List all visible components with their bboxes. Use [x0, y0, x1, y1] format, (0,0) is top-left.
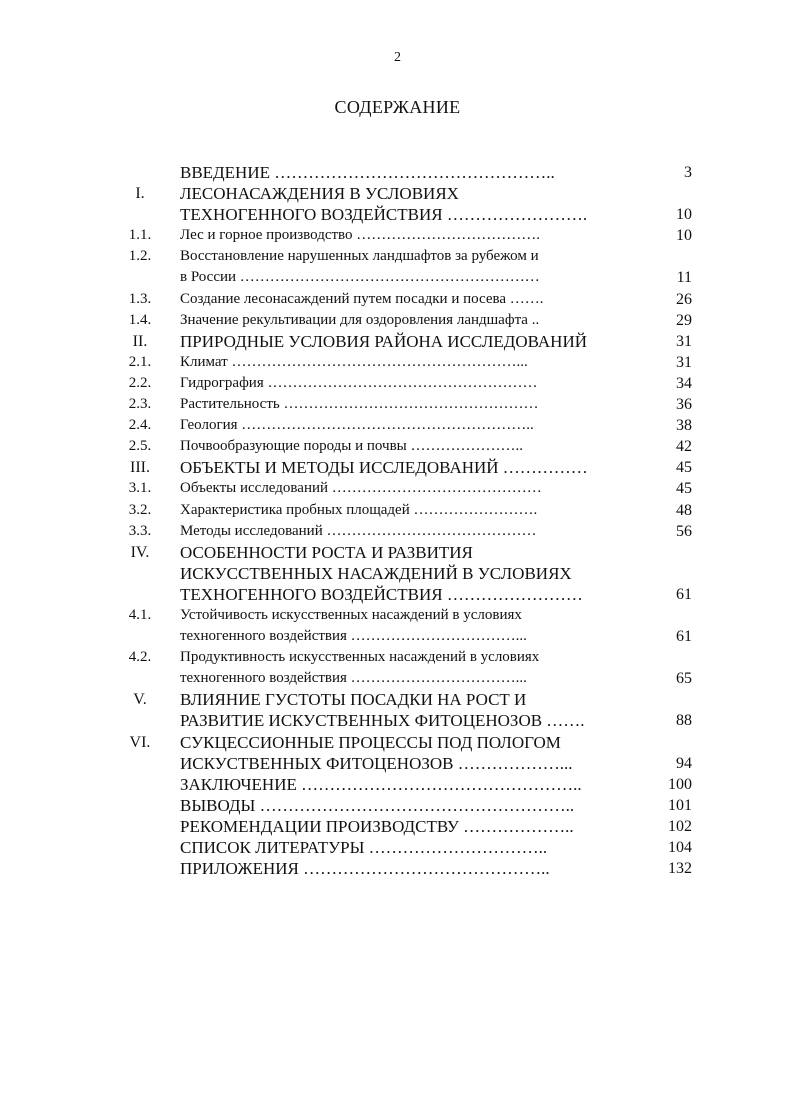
- toc-entry: [100, 478, 700, 499]
- toc-entry-title: [180, 542, 638, 605]
- toc-entry: [100, 647, 700, 689]
- toc-entry: [100, 457, 700, 478]
- toc-entry-title: [180, 521, 638, 542]
- toc-entry-line: ОСОБЕННОСТИ РОСТА И РАЗВИТИЯ: [180, 542, 473, 562]
- toc-entry-page: 65: [676, 670, 692, 688]
- toc-entry-line: Устойчивость искусственных насаждений в условиях: [180, 606, 522, 623]
- toc-entry-page: 61: [676, 628, 692, 646]
- toc-entry-page: 31: [676, 332, 692, 350]
- toc-entry: [100, 689, 700, 731]
- toc-entry-number: II.: [132, 332, 148, 350]
- toc-entry-line: в России ……………………………………………………: [180, 269, 540, 286]
- toc-entry-line: Растительность ……………………………………………: [180, 396, 539, 413]
- toc-entry-line: РАЗВИТИЕ ИСКУСТВЕННЫХ ФИТОЦЕНОЗОВ …….: [180, 711, 585, 731]
- toc-entry: [100, 500, 700, 521]
- toc-entry-title: [180, 647, 638, 689]
- toc-entry-number: VI.: [129, 733, 151, 751]
- toc-entry-line: Создание лесонасаждений путем посадки и посева …….: [180, 290, 544, 307]
- toc-entry: [100, 331, 700, 352]
- toc-entry-page: 101: [668, 796, 692, 814]
- toc-entry-page: 102: [668, 817, 692, 835]
- toc-entry-title: [180, 289, 638, 310]
- toc-entry-title: [180, 795, 638, 816]
- toc-entry-line: Гидрография ………………………………………………: [180, 374, 538, 391]
- toc-entry-line: Геология …………………………………………………..: [180, 417, 534, 434]
- toc-entry-page: 11: [676, 269, 692, 287]
- toc-entry-title: [180, 246, 638, 288]
- page-number: 2: [394, 50, 401, 65]
- toc-entry-line: РЕКОМЕНДАЦИИ ПРОИЗВОДСТВУ ………………..: [180, 816, 574, 836]
- toc-entry-number: 3.2.: [128, 501, 152, 518]
- toc-entry-line: СУКЦЕССИОННЫЕ ПРОЦЕССЫ ПОД ПОЛОГОМ: [180, 732, 561, 752]
- toc-entry-line: Значение рекультивации для оздоровления ландшафта ..: [180, 311, 540, 328]
- toc-entry: [100, 774, 700, 795]
- toc-entry-number: 2.3.: [128, 396, 152, 413]
- toc-entry-page: 100: [668, 775, 692, 793]
- toc-entry-number: 2.2.: [128, 374, 152, 391]
- toc-entry-page: 61: [676, 585, 692, 603]
- toc-entry: [100, 225, 700, 246]
- toc-entry-line: Лес и горное производство ……………………………….: [180, 227, 541, 244]
- toc-entry-page: 3: [684, 164, 692, 181]
- toc-entry-line: ИСКУССТВЕННЫХ НАСАЖДЕНИЙ В УСЛОВИЯХ: [180, 563, 572, 583]
- toc-entry: [100, 837, 700, 858]
- toc-entry-page: 10: [676, 227, 692, 245]
- toc-entry-number: 1.3.: [128, 290, 152, 307]
- toc-entry-line: Характеристика пробных площадей …………………….: [180, 501, 538, 518]
- toc-entry: [100, 373, 700, 394]
- toc-entry-line: Продуктивность искусственных насаждений в условиях: [180, 649, 540, 666]
- toc-entry-line: ЗАКЛЮЧЕНИЕ …………………………………………..: [180, 774, 582, 794]
- toc-entry-line: Почвообразующие породы и почвы …………………..: [180, 438, 523, 455]
- toc-entry: [100, 816, 700, 837]
- toc-entry-number: IV.: [130, 543, 150, 561]
- toc-entry-title: [180, 605, 638, 647]
- toc-entry-number: 1.2.: [128, 248, 152, 265]
- toc-entry-page: 26: [676, 290, 692, 308]
- toc-entry-title: [180, 310, 638, 331]
- toc-entry: [100, 289, 700, 310]
- toc-entry-line: Объекты исследований ……………………………………: [180, 480, 542, 497]
- toc-entry-line: Восстановление нарушенных ландшафтов за рубежом и: [180, 248, 539, 265]
- toc-entry-title: [180, 394, 638, 415]
- toc-entry-line: ЛЕСОНАСАЖДЕНИЯ В УСЛОВИЯХ: [180, 184, 459, 204]
- toc-entry-number: V.: [133, 691, 147, 709]
- toc-entry-number: 4.1.: [128, 606, 152, 623]
- toc-entry-page: 104: [668, 839, 692, 856]
- toc-entry-page: 45: [676, 459, 692, 477]
- toc-entry-title: [180, 774, 638, 795]
- toc-entry: [100, 394, 700, 415]
- toc-entry-title: [180, 225, 638, 246]
- toc-entry-line: ПРИЛОЖЕНИЯ ……………………………………..: [180, 859, 550, 879]
- toc-entry-title: [180, 858, 638, 879]
- toc-entry-title: [180, 373, 638, 394]
- toc-entry-page: 56: [676, 522, 692, 540]
- toc-entry: [100, 183, 700, 225]
- toc-entry-title: [180, 816, 638, 837]
- toc-entry-line: ПРИРОДНЫЕ УСЛОВИЯ РАЙОНА ИССЛЕДОВАНИЙ: [180, 331, 588, 351]
- toc-entry: [100, 352, 700, 373]
- toc-entry-number: III.: [130, 459, 150, 477]
- toc-entry-title: [180, 183, 638, 225]
- toc-entry-page: 94: [676, 754, 692, 772]
- toc-entry: [100, 310, 700, 331]
- toc-entry-line: Климат …………………………………………………...: [180, 353, 528, 370]
- toc-entry-line: ВЫВОДЫ ………………………………………………..: [180, 795, 575, 815]
- toc-entry: [100, 732, 700, 774]
- toc-entry-title: [180, 352, 638, 373]
- toc-entry-line: ИСКУСТВЕННЫХ ФИТОЦЕНОЗОВ ………………...: [180, 753, 573, 773]
- toc-entry-line: техногенного воздействия ……………………………...: [180, 628, 527, 645]
- toc-entry-number: 2.5.: [128, 438, 152, 455]
- toc-entry-line: Методы исследований ……………………………………: [180, 522, 537, 539]
- toc-entry-title: [180, 162, 638, 183]
- toc-entry-line: ВВЕДЕНИЕ …………………………………………..: [180, 163, 555, 182]
- toc-entry: [100, 415, 700, 436]
- toc-entry-page: 48: [676, 501, 692, 519]
- toc-entry: [100, 521, 700, 542]
- toc-entry: [100, 858, 700, 879]
- toc-entry: [100, 605, 700, 647]
- toc-title: СОДЕРЖАНИЕ: [334, 97, 461, 117]
- toc-entry-page: 42: [676, 438, 692, 456]
- toc-entry-title: [180, 500, 638, 521]
- toc-entry-number: 2.4.: [128, 417, 152, 434]
- toc-entry-page: 29: [676, 311, 692, 329]
- toc-entry-title: [180, 689, 638, 731]
- toc-entry-title: [180, 478, 638, 499]
- toc-entry-number: 4.2.: [128, 649, 152, 666]
- toc-entry-page: 36: [676, 396, 692, 414]
- toc-entry-title: [180, 732, 638, 774]
- toc-entry-number: 2.1.: [128, 353, 152, 370]
- toc-entry-title: [180, 837, 638, 858]
- toc-entry-number: I.: [135, 185, 145, 203]
- toc-entry: [100, 436, 700, 457]
- toc-entry-number: 3.3.: [128, 522, 152, 539]
- toc-entry-line: ТЕХНОГЕННОГО ВОЗДЕЙСТВИЯ …………………….: [180, 205, 588, 225]
- table-of-contents: [100, 162, 700, 879]
- toc-entry-number: 1.1.: [128, 227, 152, 244]
- toc-entry-title: [180, 436, 638, 457]
- toc-entry-line: ТЕХНОГЕННОГО ВОЗДЕЙСТВИЯ ……………………: [180, 584, 583, 604]
- toc-entry-number: 3.1.: [128, 480, 152, 497]
- toc-entry-page: 38: [676, 417, 692, 435]
- toc-entry-title: [180, 331, 638, 352]
- toc-entry-page: 45: [676, 480, 692, 498]
- toc-entry-line: ОБЪЕКТЫ И МЕТОДЫ ИССЛЕДОВАНИЙ ……………: [180, 458, 588, 478]
- toc-entry-number: 1.4.: [128, 311, 152, 328]
- toc-entry-line: техногенного воздействия ……………………………...: [180, 670, 527, 687]
- toc-entry-line: СПИСОК ЛИТЕРАТУРЫ …………………………..: [180, 838, 548, 857]
- toc-entry-page: 132: [668, 860, 692, 878]
- toc-entry: [100, 795, 700, 816]
- toc-entry-title: [180, 415, 638, 436]
- toc-entry: [100, 246, 700, 288]
- toc-entry: [100, 542, 700, 605]
- toc-entry-line: ВЛИЯНИЕ ГУСТОТЫ ПОСАДКИ НА РОСТ И: [180, 690, 527, 710]
- toc-entry-page: 31: [676, 353, 692, 371]
- toc-entry-title: [180, 457, 638, 478]
- toc-entry-page: 88: [676, 712, 692, 730]
- toc-entry-page: 10: [676, 206, 692, 224]
- toc-entry: [100, 162, 700, 183]
- toc-entry-page: 34: [676, 374, 692, 392]
